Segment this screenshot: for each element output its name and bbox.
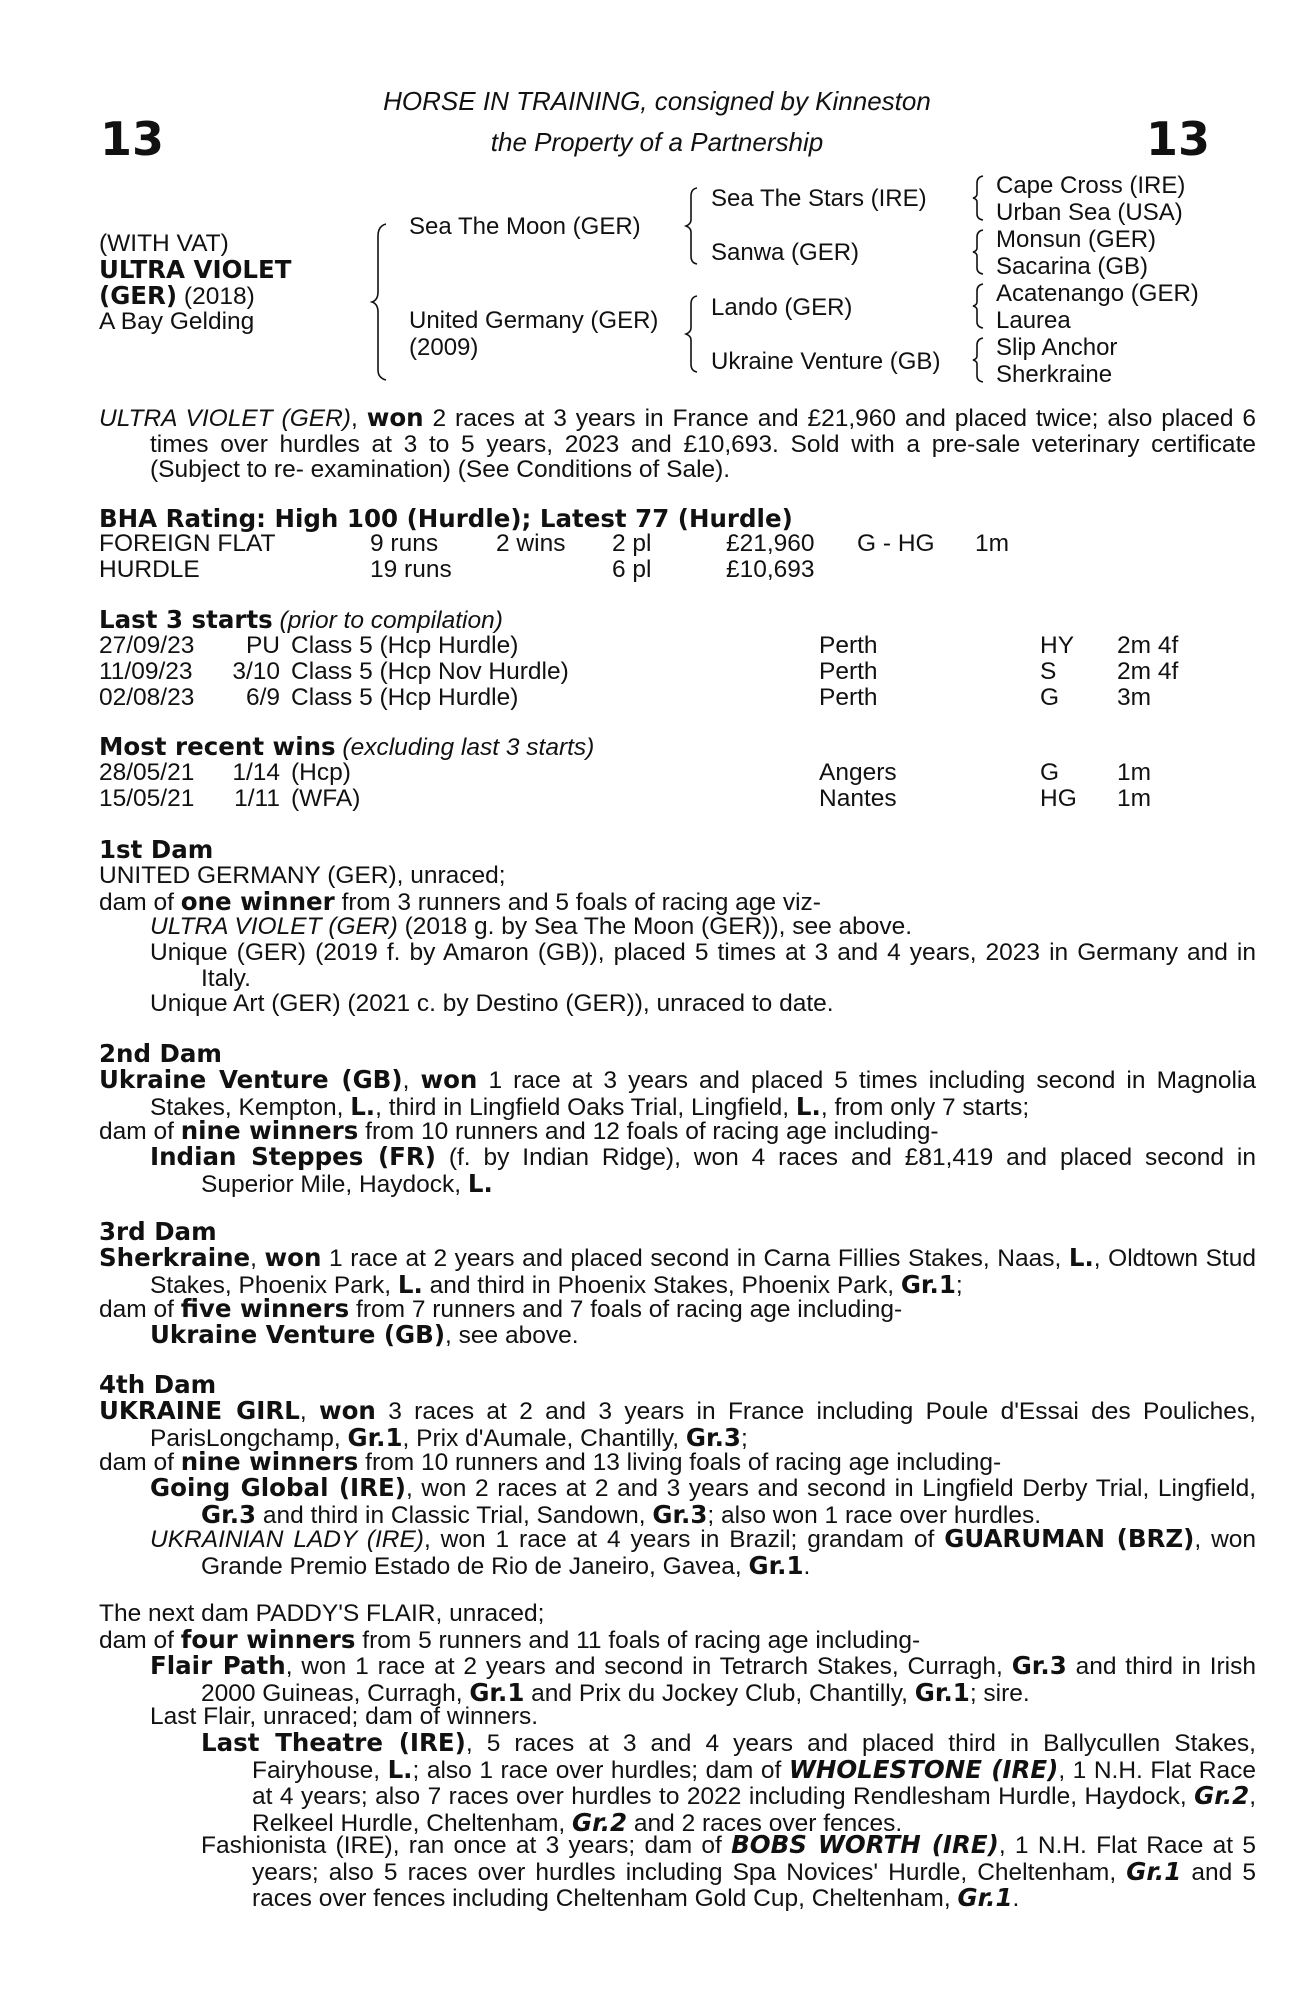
second-dam-text: Ukraine Venture (GB), won 1 race at 3 years and placed 5 times including second in Magnolia Stakes, Kempton, L., third in Lingfield Oaks Trial, Lingfield, L., from only 7 starts; [99, 1065, 1256, 1121]
horse-origin-year: (GER) (2018) [99, 281, 255, 310]
produce-entry: ULTRA VIOLET (GER) (2018 g. by Sea The Moon (GER)), see above. [150, 913, 913, 940]
second-dam-produce-line: dam of nine winners from 10 runners and 12 foals of racing age including- [99, 1116, 939, 1145]
produce-entry: Going Global (IRE), won 2 races at 2 and 3 years and second in Lingfield Derby Trial, Lingfield, Gr.3 and third in Classic Trial, Sandown, Gr.3; also won 1 race over hurdles. [150, 1473, 1256, 1529]
produce-entry: Unique (GER) (2019 f. by Amaron (GB)), placed 5 times at 3 and 4 years, 2023 in Germany and in Italy. [150, 939, 1256, 992]
pedigree-bracket-sire [685, 186, 701, 266]
lot-number-right: 13 [1146, 112, 1211, 166]
pedigree-dam: United Germany (GER) [409, 307, 659, 334]
pedigree-sd: Sanwa (GER) [711, 239, 860, 266]
third-dam-text: Sherkraine, won 1 race at 2 years and placed second in Carna Fillies Stakes, Naas, L., Oldtown Stud Stakes, Phoenix Park, L. and third in Phoenix Stakes, Phoenix Park, Gr.1; [99, 1243, 1256, 1299]
pedigree-ddd: Sherkraine [996, 361, 1113, 388]
second-dam-heading: 2nd Dam [99, 1039, 222, 1068]
pedigree-bracket-ds [972, 282, 986, 330]
pedigree-bracket-sd [972, 228, 986, 276]
produce-entry: Last Theatre (IRE), 5 races at 3 and 4 years and placed third in Ballycullen Stakes, Fairyhouse, L.; also 1 race over hurdles; dam of WHOLESTONE (IRE), 1 N.H. Flat Race at 4 years; also 7 races over hurdles to 2022 including Rendlesham Hurdle, Haydock, Gr.2, Relkeel Hurdle, Cheltenham, Gr.2 and 2 races over fences. [201, 1728, 1256, 1837]
header-line-2: the Property of a Partnership [490, 127, 824, 157]
fourth-dam-produce-line: dam of nine winners from 10 runners and 13 living foals of racing age including- [99, 1447, 1002, 1476]
pedigree-ds: Lando (GER) [711, 294, 853, 321]
race-summary: ULTRA VIOLET (GER), won 2 races at 3 years in France and £21,960 and placed twice; also placed 6 times over hurdles at 3 to 5 years, 2023 and £10,693. Sold with a pre-sale veterinary certificate (Subject to re- examination) (See Conditions of Sale). [99, 403, 1256, 484]
produce-entry: Indian Steppes (FR) (f. by Indian Ridge), won 4 races and £81,419 and placed second in Superior Mile, Haydock, L. [150, 1142, 1256, 1198]
vat-note: (WITH VAT) [99, 230, 229, 257]
pedigree-bracket-dam [685, 294, 701, 374]
produce-entry: Ukraine Venture (GB), see above. [150, 1320, 579, 1349]
produce-entry: Last Flair, unraced; dam of winners. [150, 1703, 539, 1730]
pedigree-bracket-ss [972, 174, 986, 222]
third-dam-heading: 3rd Dam [99, 1217, 217, 1246]
first-dam-heading: 1st Dam [99, 835, 214, 864]
first-dam-line: UNITED GERMANY (GER), unraced; [99, 862, 506, 889]
pedigree-sds: Monsun (GER) [996, 226, 1157, 253]
pedigree-bracket-main [372, 222, 392, 382]
pedigree-dam-year: (2009) [409, 334, 479, 361]
produce-entry: UKRAINIAN LADY (IRE), won 1 race at 4 years in Brazil; grandam of GUARUMAN (BRZ), won Grande Premio Estado de Rio de Janeiro, Gavea, Gr.1. [150, 1524, 1257, 1580]
third-dam-produce-line: dam of five winners from 7 runners and 7 foals of racing age including- [99, 1294, 903, 1323]
pedigree-sire: Sea The Moon (GER) [409, 213, 641, 240]
produce-entry: Flair Path, won 1 race at 2 years and second in Tetrarch Stakes, Curragh, Gr.3 and third in Irish 2000 Guineas, Curragh, Gr.1 and Prix du Jockey Club, Chantilly, Gr.1; sire. [150, 1651, 1257, 1707]
fourth-dam-heading: 4th Dam [99, 1370, 217, 1399]
next-dam-produce-line: dam of four winners from 5 runners and 11 foals of racing age including- [99, 1625, 921, 1654]
pedigree-sss: Cape Cross (IRE) [996, 172, 1186, 199]
first-dam-produce-line: dam of one winner from 3 runners and 5 foals of racing age viz- [99, 887, 821, 916]
pedigree-dd: Ukraine Venture (GB) [711, 348, 941, 375]
pedigree-ssd: Urban Sea (USA) [996, 199, 1183, 226]
rating-title: BHA Rating: High 100 (Hurdle); Latest 77 (Hurdle) [99, 504, 793, 533]
pedigree-dsd: Laurea [996, 307, 1071, 334]
last-3-title: Last 3 starts (prior to compilation) [99, 605, 503, 634]
header-line-1: HORSE IN TRAINING, consigned by Kinneston [383, 86, 931, 116]
horse-name: ULTRA VIOLET [99, 255, 292, 284]
next-dam-line: The next dam PADDY'S FLAIR, unraced; [99, 1600, 545, 1627]
pedigree-bracket-dd [972, 336, 986, 384]
recent-wins-title: Most recent wins (excluding last 3 starts) [99, 732, 595, 761]
pedigree-dds: Slip Anchor [996, 334, 1118, 361]
horse-description: A Bay Gelding [99, 308, 255, 335]
pedigree-sdd: Sacarina (GB) [996, 253, 1149, 280]
pedigree-dss: Acatenango (GER) [996, 280, 1199, 307]
lot-number-left: 13 [100, 112, 165, 166]
pedigree-ss: Sea The Stars (IRE) [711, 185, 927, 212]
fourth-dam-text: UKRAINE GIRL, won 3 races at 2 and 3 years in France including Poule d'Essai des Pouliches, ParisLongchamp, Gr.1, Prix d'Aumale, Chantilly, Gr.3; [99, 1396, 1256, 1452]
produce-entry: Fashionista (IRE), ran once at 3 years; dam of BOBS WORTH (IRE), 1 N.H. Flat Race at 5 years; also 5 races over hurdles including Spa Novices' Hurdle, Cheltenham, Gr.1 and 5 races over fences including Cheltenham Gold Cup, Cheltenham, Gr.1. [201, 1830, 1257, 1913]
produce-entry: Unique Art (GER) (2021 c. by Destino (GER)), unraced to date. [150, 990, 834, 1017]
